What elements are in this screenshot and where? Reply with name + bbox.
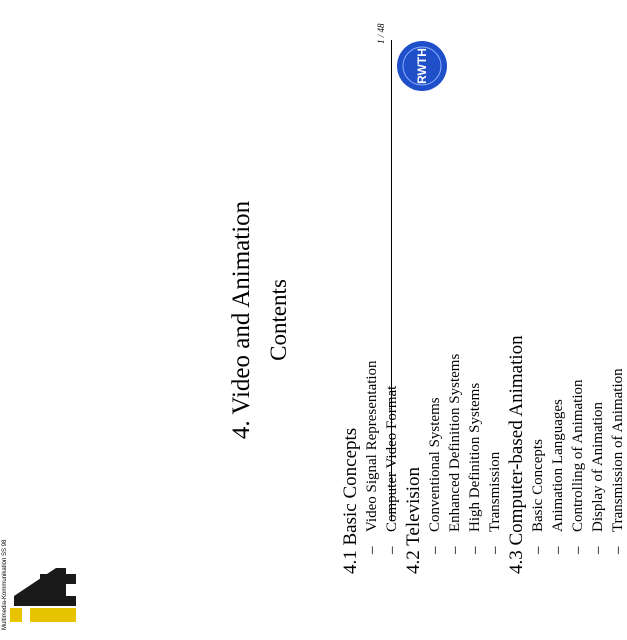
list-item: –Animation Languages: [550, 399, 566, 554]
rwth-logo: [396, 40, 448, 92]
i4-dark-stem: [14, 596, 76, 606]
list-item: –Video Signal Representation: [364, 360, 380, 554]
i4-yellow-bar: [30, 608, 76, 622]
list-item: –Enhanced Definition Systems: [447, 353, 463, 554]
rwth-wordmark: RWTH: [415, 48, 429, 84]
section-basic-concepts: 4.1 Basic Concepts: [340, 427, 361, 574]
i4-logo-graphic: [0, 564, 82, 624]
header-rule: [391, 40, 392, 520]
i4-dark-bar: [40, 574, 76, 584]
list-item: –Basic Concepts: [530, 439, 546, 554]
slide-subtitle: Contents: [266, 279, 291, 361]
rwth-logo-graphic: [396, 40, 448, 92]
side-text-wrap: [2, 520, 12, 630]
i4-logo: [0, 564, 82, 624]
list-item: –Transmission: [487, 451, 503, 554]
list-item: –Controlling of Animation: [570, 379, 586, 554]
list-item: –High Definition Systems: [467, 382, 483, 554]
side-text: Multimedia-Kommunikation SS 98: [2, 539, 8, 630]
slide-title: 4. Video and Animation: [228, 200, 255, 440]
page-number: 1 / 48: [376, 23, 386, 44]
section-television: 4.2 Television: [403, 466, 424, 574]
list-item: –Conventional Systems: [427, 397, 443, 554]
list-item: –Computer Video Format: [384, 385, 400, 554]
list-item: –Transmission of Animation: [610, 368, 626, 554]
list-item: –Display of Animation: [590, 402, 606, 554]
section-computer-animation: 4.3 Computer-based Animation: [506, 335, 527, 574]
